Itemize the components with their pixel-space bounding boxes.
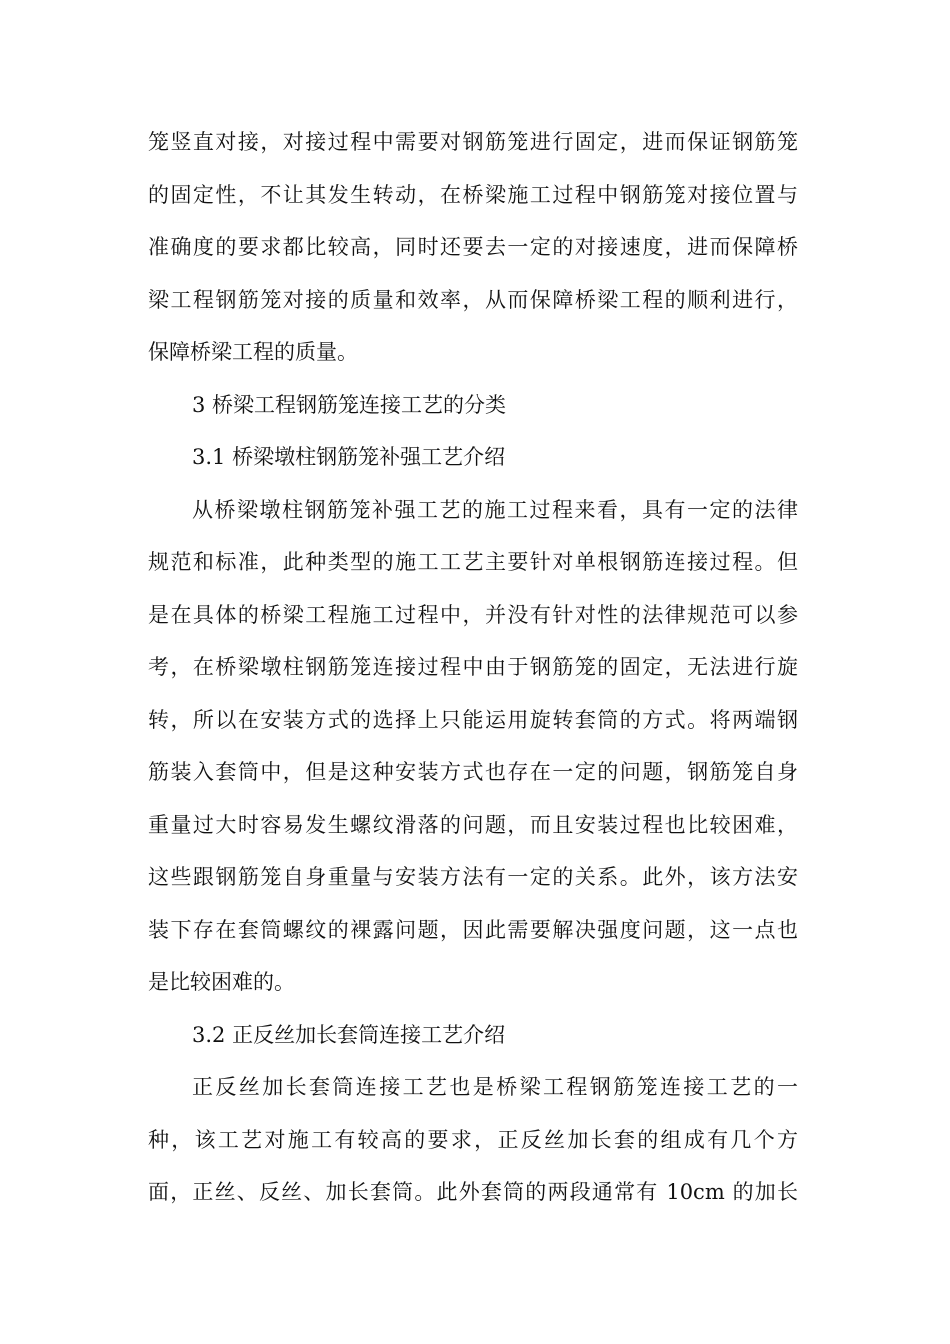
paragraph-line: 是比较困难的。 [148, 970, 295, 994]
subsection-heading: 3.2 正反丝加长套筒连接工艺介绍 [192, 1022, 506, 1047]
paragraph-line: 保障桥梁工程的质量。 [148, 340, 358, 364]
paragraph-line: 种，该工艺对施工有较高的要求，正反丝加长套的组成有几个方 [148, 1127, 798, 1152]
paragraph-line: 转，所以在安装方式的选择上只能运用旋转套筒的方式。将两端钢 [148, 707, 798, 732]
paragraph-line: 装下存在套筒螺纹的裸露问题，因此需要解决强度问题，这一点也 [148, 917, 798, 942]
subsection-heading: 3.1 桥梁墩柱钢筋笼补强工艺介绍 [192, 445, 506, 469]
section-heading: 3 桥梁工程钢筋笼连接工艺的分类 [192, 392, 507, 417]
paragraph-line: 的固定性，不让其发生转动，在桥梁施工过程中钢筋笼对接位置与 [148, 182, 798, 207]
paragraph-line: 是在具体的桥梁工程施工过程中，并没有针对性的法律规范可以参 [148, 602, 798, 627]
paragraph-line: 笼竖直对接，对接过程中需要对钢筋笼进行固定，进而保证钢筋笼 [148, 130, 798, 154]
paragraph-line: 从桥梁墩柱钢筋笼补强工艺的施工过程来看，具有一定的法律 [192, 497, 798, 522]
paragraph-line: 准确度的要求都比较高，同时还要去一定的对接速度，进而保障桥 [148, 235, 798, 259]
paragraph-line: 考，在桥梁墩柱钢筋笼连接过程中由于钢筋笼的固定，无法进行旋 [148, 655, 798, 679]
paragraph-line: 梁工程钢筋笼对接的质量和效率，从而保障桥梁工程的顺利进行， [148, 287, 798, 312]
paragraph-line: 这些跟钢筋笼自身重量与安装方法有一定的关系。此外，该方法安 [148, 865, 798, 889]
paragraph-line: 正反丝加长套筒连接工艺也是桥梁工程钢筋笼连接工艺的一 [192, 1075, 798, 1099]
body-text [148, 116, 798, 1219]
paragraph-line: 筋装入套筒中，但是这种安装方式也存在一定的问题，钢筋笼自身 [148, 760, 798, 784]
paragraph-line: 面，正丝、反丝、加长套筒。此外套筒的两段通常有 10cm 的加长 [148, 1180, 798, 1204]
paragraph-line: 规范和标准，此种类型的施工工艺主要针对单根钢筋连接过程。但 [148, 550, 798, 574]
paragraph-line: 重量过大时容易发生螺纹滑落的问题，而且安装过程也比较困难， [148, 812, 798, 837]
